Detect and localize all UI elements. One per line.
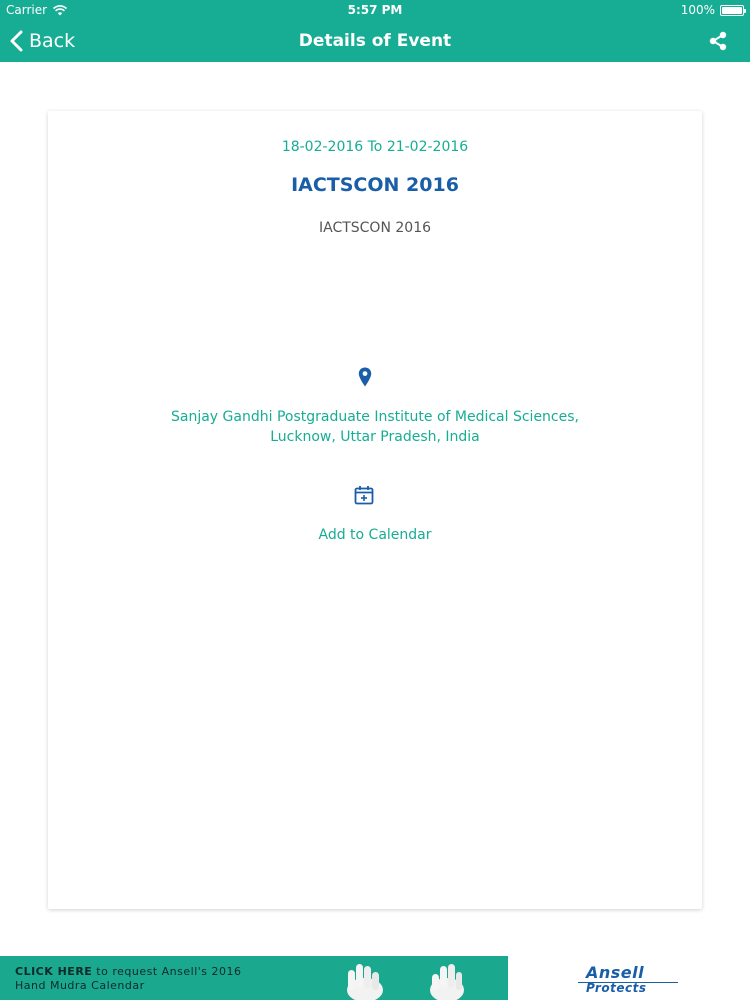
calendar-add-icon[interactable] [354,485,374,505]
event-dates: 18-02-2016 To 21-02-2016 [281,139,469,155]
map-pin-icon [358,367,372,387]
status-bar [0,0,750,20]
ad-cta-rest: to request Ansell's 2016 [92,965,242,978]
ad-brand-panel[interactable] [508,956,750,1000]
event-title: IACTSCON 2016 [291,174,459,196]
ad-brand-tagline: Protects [586,981,647,995]
event-location [108,407,642,447]
share-button[interactable] [706,30,730,52]
chevron-left-icon [10,30,23,52]
ad-line-1 [15,965,242,978]
share-icon [708,31,728,51]
ad-banner[interactable] [0,956,750,1000]
status-time: 5:57 PM [347,3,403,17]
navigation-bar [0,20,750,62]
app-header [0,0,750,62]
ad-brand-logo: Ansell [586,963,645,982]
location-line-1: Sanjay Gandhi Postgraduate Institute of Medical Sciences, [171,409,579,425]
ad-line-2: Hand Mudra Calendar [15,979,145,992]
event-details-card [48,111,702,909]
carrier-label: Carrier [6,3,48,17]
hand-gesture-icon-2 [420,960,474,1000]
back-button[interactable] [10,26,75,56]
ad-cta-bold: CLICK HERE [15,965,93,978]
add-to-calendar-link[interactable]: Add to Calendar [318,527,432,543]
event-subtitle: IACTSCON 2016 [318,220,432,236]
battery-icon [720,5,744,16]
back-label: Back [29,30,76,52]
ad-cta-panel[interactable] [0,956,508,1000]
battery-percent: 100% [680,3,715,17]
status-right [681,0,744,20]
location-line-2: Lucknow, Uttar Pradesh, India [270,429,480,445]
hand-gesture-icon [338,960,392,1000]
page-title: Details of Event [298,31,452,51]
